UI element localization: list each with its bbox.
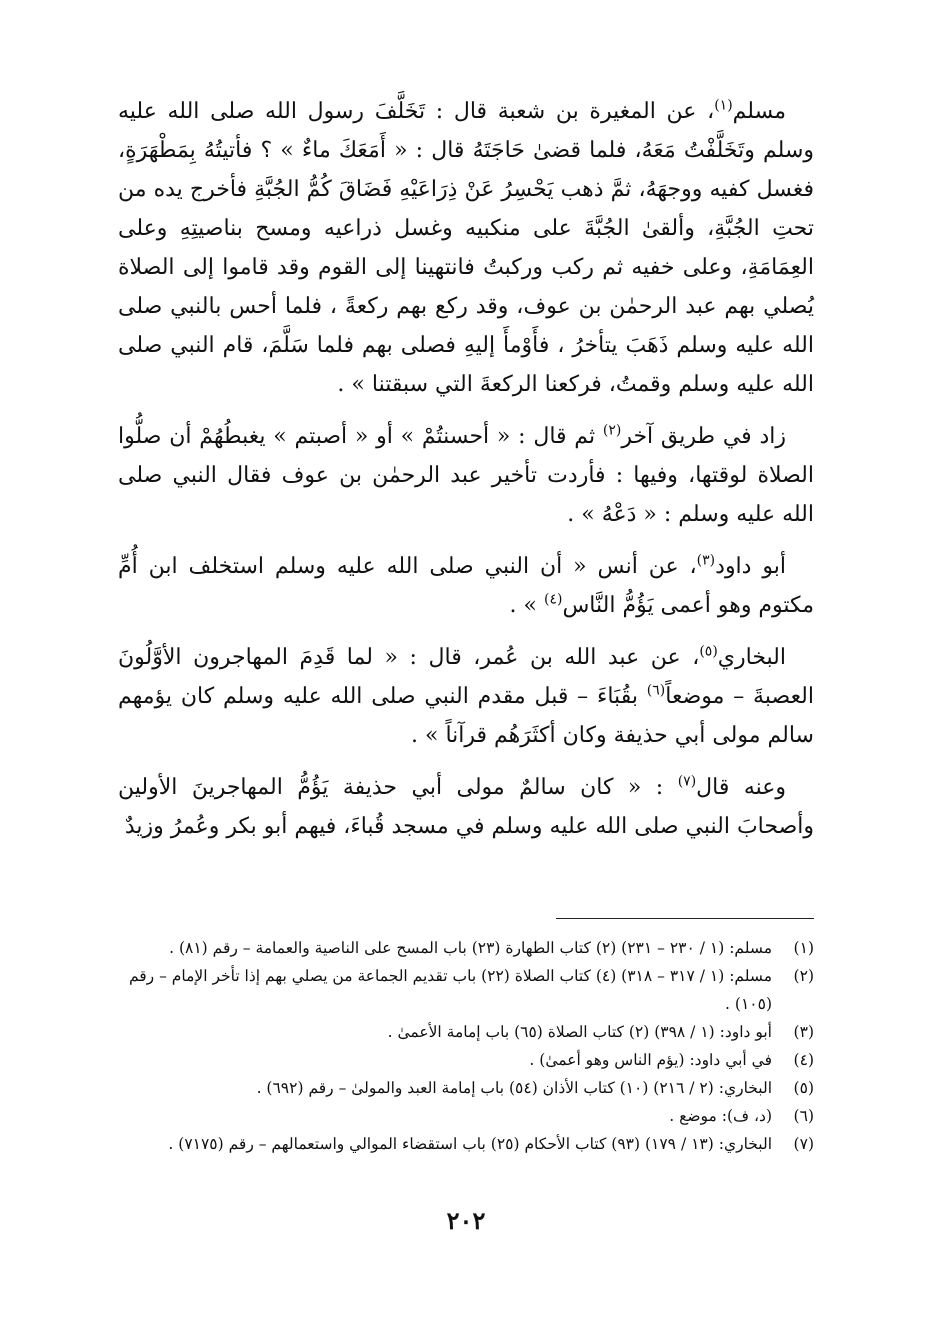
footnote-ref: (٦) — [646, 682, 666, 699]
paragraph-lead: مسلم — [732, 99, 786, 124]
footnote — [118, 934, 814, 962]
footnote-number: (٦) — [793, 1107, 814, 1125]
paragraph-tail: بقُبَاءَ – قبل مقدم النبي صلى الله عليه وسلم كان يؤمهم سالم مولى أبي حذيفة وكان أكثَرَهُم قرآناً » . — [118, 684, 814, 748]
footnote-ref: (٢) — [602, 422, 622, 439]
footnote-text: مسلم: (١ / ٣١٧ – ٣١٨) (٤) كتاب الصلاة (٢٢) باب تقديم الجماعة من يصلي بهم إذا تأخر الإمام – رقم (١٠٥) . — [128, 967, 772, 1013]
footnote-divider — [556, 918, 814, 919]
footnote-text: أبو داود: (١ / ٣٩٨) (٢) كتاب الصلاة (٦٥) باب إمامة الأعمىٰ . — [387, 1023, 772, 1041]
paragraph — [118, 547, 814, 625]
footnote — [118, 1074, 814, 1102]
footnote — [118, 962, 814, 1018]
footnote — [118, 1018, 814, 1046]
footnote-number: (٣) — [793, 1023, 814, 1041]
footnote-text: في أبي داود: (يؤم الناس وهو أعمىٰ) . — [529, 1051, 772, 1069]
footnote-number: (٢) — [793, 967, 814, 985]
footnote-ref: (٥) — [699, 643, 718, 660]
footnote-number: (٥) — [793, 1079, 814, 1097]
paragraph-body: : « كان سالمٌ مولى أبي حذيفة يَؤُمُّ المهاجرينَ الأولين وأصحابَ النبي صلى الله عليه وسلم في مسجد قُباءَ، فيهم أبو بكر وعُمرُ وزيدٌ — [118, 775, 814, 839]
footnote-ref: (١) — [714, 97, 733, 114]
main-text — [118, 92, 814, 859]
paragraph — [118, 92, 814, 404]
footnote-number: (٤) — [793, 1051, 814, 1069]
paragraph-lead: أبو داود — [715, 554, 786, 579]
footnotes — [118, 934, 814, 1158]
paragraph-body: ثم قال : « أحسنتُمْ » أو « أصبتم » يغبطُهُمْ أن صلُّوا الصلاة لوقتها، وفيها : فأردت تأخير عبد الرحمٰن بن عوف فقال النبي صلى الله عليه وسلم : « دَعْهُ » . — [118, 424, 814, 527]
footnote-number: (٧) — [793, 1135, 814, 1153]
footnote-ref: (٣) — [696, 552, 716, 569]
footnote-ref: (٤) — [543, 591, 563, 608]
paragraph-body: ، عن عبد الله بن عُمر، قال : « لما قَدِمَ المهاجرون الأوَّلُونَ العصبةَ – موضعاً — [118, 645, 814, 709]
footnote — [118, 1046, 814, 1074]
footnote-text: البخاري: (١٣ / ١٧٩) (٩٣) كتاب الأحكام (٢٥) باب استقضاء الموالي واستعمالهم – رقم (٧١٧٥) . — [168, 1135, 772, 1153]
footnote — [118, 1102, 814, 1130]
paragraph — [118, 417, 814, 534]
footnote — [118, 1130, 814, 1158]
page-number: ٢٠٢ — [446, 1206, 486, 1235]
footnote-text: (د، ف): موضع . — [669, 1107, 772, 1125]
footnote-text: البخاري: (٢ / ٢١٦) (١٠) كتاب الأذان (٥٤) باب إمامة العبد والمولىٰ – رقم (٦٩٢) . — [256, 1079, 772, 1097]
paragraph-body: ، عن المغيرة بن شعبة قال : تَخَلَّفَ رسول الله صلى الله عليه وسلم وتَخَلَّفْتُ مَعَهُ، فلما قضىٰ حَاجَتَهُ قال : « أَمَعَكَ ماءٌ » ؟ فأتيتُهُ بِمَطْهَرَةٍ، فغسل كفيه ووجهَهُ، ثمَّ ذهب يَحْسِرُ عَنْ ذِرَاعَيْهِ فَضَاقَ كُمُّ الجُبَّةِ فأخرج يده من تحتِ الجُبَّةِ، وألقىٰ الجُبَّةَ على منكبيه وغسل ذراعيه ومسح بناصيتِهِ وعلى العِمَامَةِ، وعلى خفيه ثم ركب وركبتُ فانتهينا إلى القوم وقد قاموا إلى الصلاة يُصلي بهم عبد الرحمٰن بن عوف، وقد ركع بهم ركعةً ، فلما أحس بالنبي صلى الله عليه وسلم ذَهَبَ يتأخرُ ، فأَوْمأَ إليهِ فصلى بهم فلما سَلَّمَ، قام النبي صلى الله عليه وسلم وقمتُ، فركعنا الركعةَ التي سبقتنا » . — [118, 99, 814, 397]
paragraph-tail: » . — [509, 593, 544, 618]
paragraph-body: ، عن أنس « أن النبي صلى الله عليه وسلم استخلف ابن أُمِّ مكتوم وهو أعمى يَؤُمُّ النَّاس — [118, 554, 814, 618]
paragraph — [118, 638, 814, 755]
footnote-number: (١) — [793, 939, 814, 957]
paragraph-lead: زاد في طريق آخر — [621, 424, 786, 449]
footnote-text: مسلم: (١ / ٢٣٠ – ٢٣١) (٢) كتاب الطهارة (٢٣) باب المسح على الناصية والعمامة – رقم (٨١) . — [169, 939, 772, 957]
paragraph — [118, 768, 814, 846]
footnote-ref: (٧) — [677, 773, 697, 790]
paragraph-lead: البخاري — [717, 645, 786, 670]
paragraph-lead: وعنه قال — [696, 775, 787, 800]
